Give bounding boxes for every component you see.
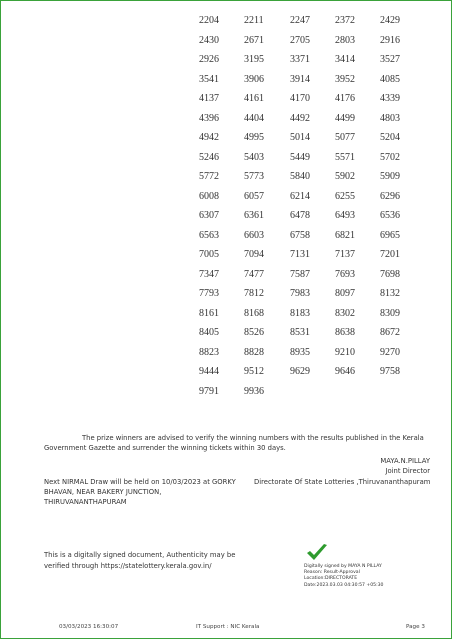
winning-number: 7698 bbox=[380, 268, 400, 280]
winning-number: 7693 bbox=[335, 268, 355, 280]
winning-number: 6603 bbox=[244, 229, 264, 241]
winning-number: 2247 bbox=[290, 15, 310, 26]
winning-number: 5449 bbox=[290, 151, 310, 163]
winning-number: 5773 bbox=[244, 171, 264, 182]
winning-number: 8531 bbox=[290, 327, 310, 338]
winning-number: 2204 bbox=[199, 15, 219, 26]
winning-number: 2705 bbox=[290, 34, 310, 46]
winning-number: 3414 bbox=[335, 54, 355, 65]
winning-number: 8302 bbox=[335, 307, 355, 319]
winning-number: 4339 bbox=[380, 93, 400, 104]
winning-number: 7793 bbox=[199, 288, 219, 299]
winning-number: 3541 bbox=[199, 73, 219, 85]
winning-number: 4085 bbox=[380, 73, 400, 85]
winning-number: 8405 bbox=[199, 327, 219, 338]
prize-notice bbox=[44, 433, 434, 453]
winning-number: 3914 bbox=[290, 73, 310, 85]
winning-number: 4803 bbox=[380, 112, 400, 124]
winning-number: 2429 bbox=[380, 15, 400, 26]
winning-number: 6493 bbox=[335, 210, 355, 221]
reason-line: Reason: Result-Approval bbox=[304, 570, 360, 576]
page-footer bbox=[1, 624, 452, 634]
winning-number: 5909 bbox=[380, 171, 400, 182]
winning-number: 3952 bbox=[335, 73, 355, 85]
winning-number: 5840 bbox=[290, 171, 310, 182]
winning-number: 6821 bbox=[335, 229, 355, 241]
winning-number: 6057 bbox=[244, 190, 264, 202]
winning-number: 5702 bbox=[380, 151, 400, 163]
winning-number: 5077 bbox=[335, 132, 355, 143]
winning-number: 9444 bbox=[199, 366, 219, 377]
winning-number: 5014 bbox=[290, 132, 310, 143]
footer-timestamp: 03/03/2023 16:30:07 bbox=[59, 624, 119, 630]
winning-number: 7201 bbox=[380, 249, 400, 260]
winning-number: 5772 bbox=[199, 171, 219, 182]
signatory-block bbox=[380, 456, 430, 476]
winning-number: 7587 bbox=[290, 268, 310, 280]
winning-number: 6478 bbox=[290, 210, 310, 221]
winning-number: 4404 bbox=[244, 112, 264, 124]
next-draw-line-3: THIRUVANANTHAPURAM bbox=[44, 498, 127, 506]
winning-number: 6563 bbox=[199, 229, 219, 241]
winning-number: 7477 bbox=[244, 268, 264, 280]
winning-number: 4170 bbox=[290, 93, 310, 104]
next-draw-line-2: BHAVAN, NEAR BAKERY JUNCTION, bbox=[44, 488, 162, 496]
digital-signature-notice bbox=[44, 550, 264, 572]
winning-number: 9758 bbox=[380, 366, 400, 377]
winning-number: 8638 bbox=[335, 327, 355, 338]
next-draw-line-1: Next NIRMAL Draw will be held on 10/03/2023 at GORKY bbox=[44, 478, 236, 486]
footer-support: IT Support : NIC Kerala bbox=[196, 624, 260, 630]
winning-number: 3527 bbox=[380, 54, 400, 65]
winning-number: 8161 bbox=[199, 307, 219, 319]
winning-number: 2211 bbox=[244, 15, 264, 26]
date-line: Date:2023.03.03 04:30:57 +05:30 bbox=[304, 582, 384, 588]
winning-number: 7005 bbox=[199, 249, 219, 260]
digital-notice-line-2: verified through https://statelottery.kerala.gov.in/ bbox=[44, 562, 212, 570]
winning-number: 6307 bbox=[199, 210, 219, 221]
winning-number: 6255 bbox=[335, 190, 355, 202]
winning-number: 5204 bbox=[380, 132, 400, 143]
winning-number: 9512 bbox=[244, 366, 264, 377]
winning-number: 6296 bbox=[380, 190, 400, 202]
winning-number: 4492 bbox=[290, 112, 310, 124]
winning-number: 4942 bbox=[199, 132, 219, 143]
winning-number: 6965 bbox=[380, 229, 400, 241]
winning-number: 4396 bbox=[199, 112, 219, 124]
winning-number: 6214 bbox=[290, 190, 310, 202]
footer-page-number: Page 3 bbox=[406, 624, 425, 630]
winning-number: 9270 bbox=[380, 346, 400, 358]
winning-number: 6361 bbox=[244, 210, 264, 221]
winning-number: 9791 bbox=[199, 385, 219, 397]
signed-by-line: Digitally signed by MAYA N PILLAY bbox=[304, 564, 382, 569]
winning-number: 2430 bbox=[199, 34, 219, 46]
prize-notice-text: The prize winners are advised to verify the winning numbers with the results published in the Kerala Government Gazette and surrender the winning tickets within 30 days. bbox=[44, 434, 424, 452]
winning-number: 8309 bbox=[380, 307, 400, 319]
winning-number: 2372 bbox=[335, 15, 355, 26]
next-draw-info bbox=[44, 477, 244, 507]
winning-number: 5902 bbox=[335, 171, 355, 182]
winning-number: 7137 bbox=[335, 249, 355, 260]
winning-number: 6536 bbox=[380, 210, 400, 221]
winning-number: 4137 bbox=[199, 93, 219, 104]
winning-number: 3371 bbox=[290, 54, 310, 65]
winning-number: 5246 bbox=[199, 151, 219, 163]
winning-number: 8132 bbox=[380, 288, 400, 299]
digital-notice-line-1: This is a digitally signed document, Authenticity may be bbox=[44, 551, 236, 559]
winning-number: 4995 bbox=[244, 132, 264, 143]
winning-number: 4161 bbox=[244, 93, 264, 104]
winning-number: 2671 bbox=[244, 34, 264, 46]
winning-number: 6008 bbox=[199, 190, 219, 202]
winning-number: 5403 bbox=[244, 151, 264, 163]
winning-number: 7094 bbox=[244, 249, 264, 260]
winning-number: 9629 bbox=[290, 366, 310, 377]
winning-number: 7983 bbox=[290, 288, 310, 299]
winning-number: 9936 bbox=[244, 385, 264, 397]
winning-number: 7347 bbox=[199, 268, 219, 280]
winning-number: 8823 bbox=[199, 346, 219, 358]
location-line: Location:DIRECTORATE bbox=[304, 576, 358, 582]
signatory-office: Directorate Of State Lotteries ,Thiruvananthapuram bbox=[254, 478, 431, 486]
winning-number: 7812 bbox=[244, 288, 264, 299]
winning-number: 9646 bbox=[335, 366, 355, 377]
winning-number: 2926 bbox=[199, 54, 219, 65]
winning-number: 9210 bbox=[335, 346, 355, 358]
winning-number: 2916 bbox=[380, 34, 400, 46]
winning-number: 8672 bbox=[380, 327, 400, 338]
checkmark-icon bbox=[305, 543, 329, 563]
winning-number: 8168 bbox=[244, 307, 264, 319]
signatory-title: Joint Director bbox=[385, 467, 430, 475]
winning-number: 6758 bbox=[290, 229, 310, 241]
winning-numbers-grid bbox=[199, 15, 425, 405]
winning-number: 8097 bbox=[335, 288, 355, 299]
winning-number: 8183 bbox=[290, 307, 310, 319]
signatory-name: MAYA.N.PILLAY bbox=[380, 457, 430, 465]
winning-number: 3906 bbox=[244, 73, 264, 85]
winning-number: 2803 bbox=[335, 34, 355, 46]
winning-number: 4176 bbox=[335, 93, 355, 104]
winning-number: 5571 bbox=[335, 151, 355, 163]
winning-number: 8828 bbox=[244, 346, 264, 358]
winning-number: 7131 bbox=[290, 249, 310, 260]
winning-number: 4499 bbox=[335, 112, 355, 124]
winning-number: 3195 bbox=[244, 54, 264, 65]
winning-number: 8935 bbox=[290, 346, 310, 358]
winning-number: 8526 bbox=[244, 327, 264, 338]
digital-signature-block bbox=[304, 543, 424, 589]
